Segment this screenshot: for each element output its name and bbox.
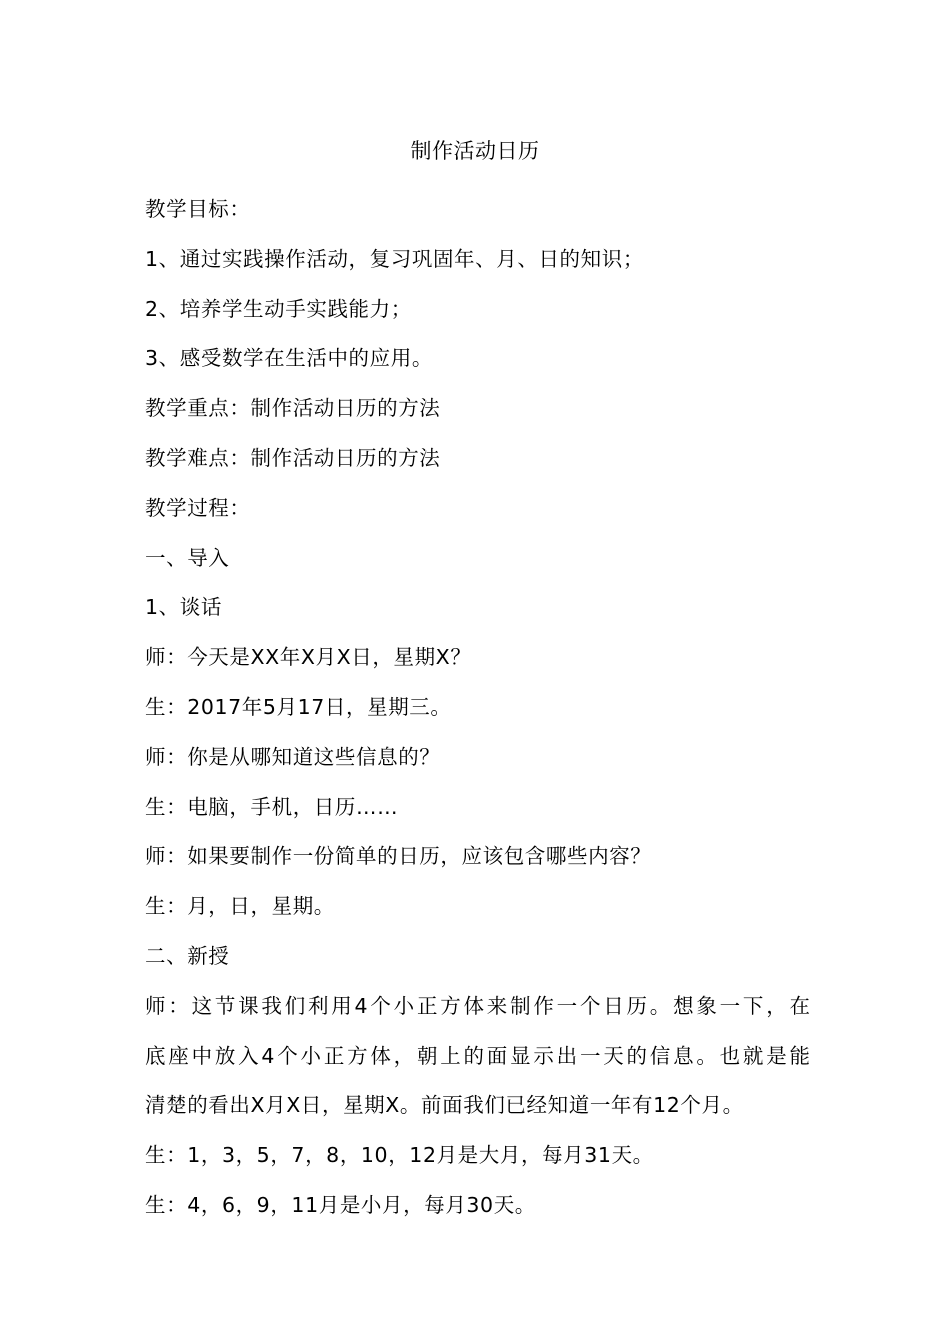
paragraph-section-new-lesson: 二、新授 bbox=[145, 943, 230, 968]
document-title: 制作活动日历 bbox=[410, 139, 540, 163]
dialogue-student-1: 生：2017年5月17日，星期三。 bbox=[145, 694, 452, 719]
dialogue-teacher-2: 师：你是从哪知道这些信息的？ bbox=[145, 744, 441, 769]
paragraph-talk: 1、谈话 bbox=[145, 595, 222, 620]
paragraph-goal-1: 1、通过实践操作活动，复习巩固年、月、日的知识； bbox=[145, 246, 644, 271]
paragraph-process-heading: 教学过程： bbox=[145, 495, 251, 520]
dialogue-student-2: 生：电脑，手机，日历…… bbox=[145, 794, 399, 819]
new-lesson-line-1: 师：这节课我们利用4个小正方体来制作一个日历。想象一下，在 bbox=[145, 993, 810, 1018]
new-lesson-line-2: 底座中放入4个小正方体，朝上的面显示出一天的信息。也就是能 bbox=[145, 1043, 810, 1068]
dialogue-student-small-months: 生：4，6，9，11月是小月，每月30天。 bbox=[145, 1192, 536, 1217]
paragraph-section-intro: 一、导入 bbox=[145, 545, 230, 570]
dialogue-teacher-1: 师：今天是XX年X月X日，星期X？ bbox=[145, 645, 472, 670]
paragraph-goal-3: 3、感受数学在生活中的应用。 bbox=[145, 346, 433, 371]
new-lesson-line-3: 清楚的看出X月X日，星期X。前面我们已经知道一年有12个月。 bbox=[145, 1093, 744, 1118]
paragraph-goal-2: 2、培养学生动手实践能力； bbox=[145, 296, 412, 321]
dialogue-teacher-3: 师：如果要制作一份简单的日历，应该包含哪些内容？ bbox=[145, 844, 652, 869]
document-body bbox=[145, 185, 810, 1231]
paragraph-teaching-goals-heading: 教学目标： bbox=[145, 197, 251, 221]
paragraph-key-point: 教学重点：制作活动日历的方法 bbox=[145, 396, 441, 421]
dialogue-student-3: 生：月，日，星期。 bbox=[145, 894, 335, 919]
paragraph-difficult-point: 教学难点：制作活动日历的方法 bbox=[145, 445, 441, 470]
dialogue-student-big-months: 生：1，3，5，7，8，10，12月是大月，每月31天。 bbox=[145, 1143, 654, 1168]
